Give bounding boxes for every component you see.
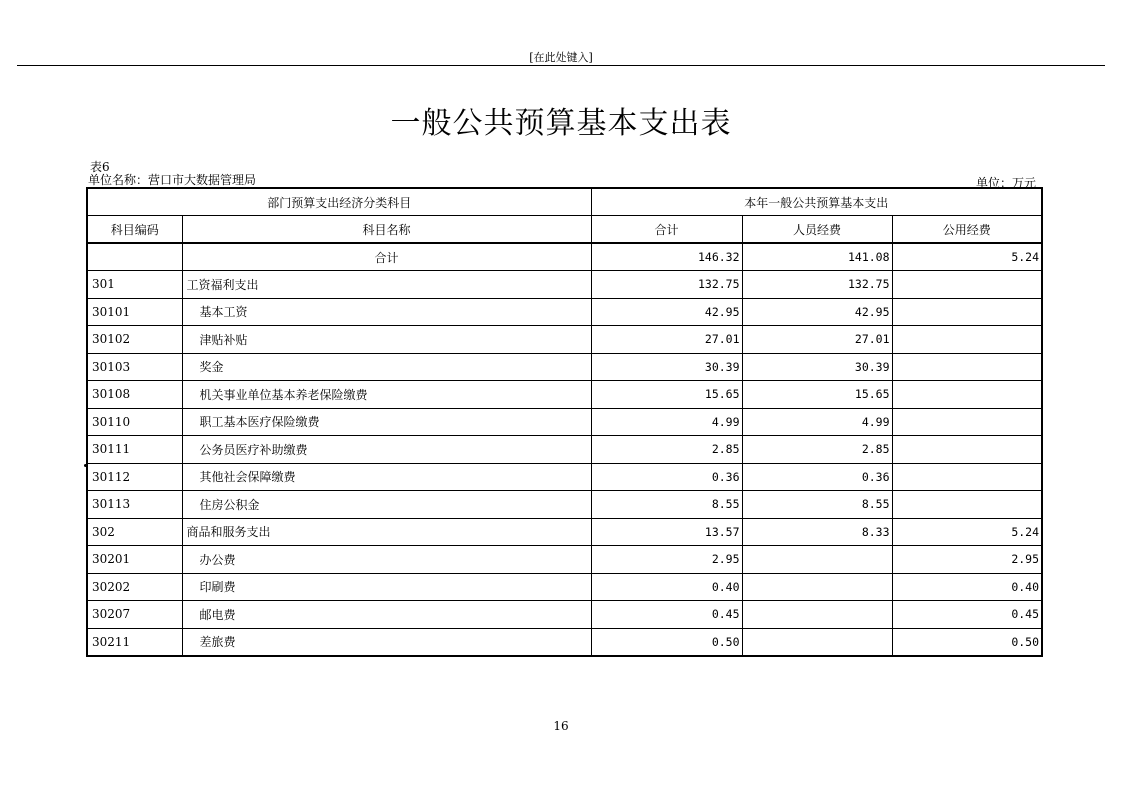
table-row (87, 271, 1042, 299)
row-public: 0.45 (892, 601, 1042, 629)
row-personnel: 132.75 (742, 271, 892, 299)
row-code: 30111 (87, 436, 182, 464)
column-header-personnel: 人员经费 (742, 216, 892, 244)
row-code: 30211 (87, 628, 182, 656)
row-total: 15.65 (591, 381, 742, 409)
row-total: 27.01 (591, 326, 742, 354)
table-row (87, 463, 1042, 491)
table-row (87, 381, 1042, 409)
group-header-row (87, 188, 1042, 216)
row-public (892, 381, 1042, 409)
row-name: 奖金 (182, 353, 591, 381)
row-personnel (742, 601, 892, 629)
total-row-label: 合计 (182, 243, 591, 271)
row-total: 0.50 (591, 628, 742, 656)
page-header-text: [在此处键入] (529, 51, 593, 64)
row-public (892, 408, 1042, 436)
row-public (892, 436, 1042, 464)
row-public (892, 463, 1042, 491)
row-personnel: 15.65 (742, 381, 892, 409)
row-personnel: 8.33 (742, 518, 892, 546)
column-header-row (87, 216, 1042, 244)
group-header-basic-expenditure: 本年一般公共预算基本支出 (591, 188, 1042, 216)
row-name: 差旅费 (182, 628, 591, 656)
row-public (892, 326, 1042, 354)
row-code: 30201 (87, 546, 182, 574)
row-total: 13.57 (591, 518, 742, 546)
row-total: 42.95 (591, 298, 742, 326)
row-name: 机关事业单位基本养老保险缴费 (182, 381, 591, 409)
row-code: 30102 (87, 326, 182, 354)
row-name: 职工基本医疗保险缴费 (182, 408, 591, 436)
row-total: 0.45 (591, 601, 742, 629)
row-name: 商品和服务支出 (182, 518, 591, 546)
row-personnel: 4.99 (742, 408, 892, 436)
column-header-code: 科目编码 (87, 216, 182, 244)
row-total: 4.99 (591, 408, 742, 436)
row-personnel (742, 546, 892, 574)
row-personnel: 8.55 (742, 491, 892, 519)
row-code: 30113 (87, 491, 182, 519)
row-total: 0.40 (591, 573, 742, 601)
row-code: 30112 (87, 463, 182, 491)
table-row (87, 628, 1042, 656)
row-total: 2.95 (591, 546, 742, 574)
row-personnel (742, 573, 892, 601)
row-personnel (742, 628, 892, 656)
total-row-total: 146.32 (591, 243, 742, 271)
row-personnel: 42.95 (742, 298, 892, 326)
column-header-public: 公用经费 (892, 216, 1042, 244)
row-name: 基本工资 (182, 298, 591, 326)
total-row-code (87, 243, 182, 271)
table-row (87, 573, 1042, 601)
row-code: 30207 (87, 601, 182, 629)
row-name: 公务员医疗补助缴费 (182, 436, 591, 464)
table-row (87, 326, 1042, 354)
row-public (892, 353, 1042, 381)
header-rule (17, 65, 1105, 66)
row-code: 30110 (87, 408, 182, 436)
row-personnel: 30.39 (742, 353, 892, 381)
table-row (87, 518, 1042, 546)
table-row (87, 546, 1042, 574)
page-title: 一般公共预算基本支出表 (390, 106, 732, 141)
row-code: 30101 (87, 298, 182, 326)
row-name: 邮电费 (182, 601, 591, 629)
row-public: 5.24 (892, 518, 1042, 546)
row-name: 工资福利支出 (182, 271, 591, 299)
unit-label: 单位：万元 (976, 176, 1037, 190)
unit-name: 单位名称：营口市大数据管理局 (88, 173, 257, 187)
row-personnel: 2.85 (742, 436, 892, 464)
row-name: 其他社会保障缴费 (182, 463, 591, 491)
row-total: 2.85 (591, 436, 742, 464)
table-row (87, 353, 1042, 381)
table-row (87, 408, 1042, 436)
row-personnel: 0.36 (742, 463, 892, 491)
row-code: 30108 (87, 381, 182, 409)
row-public: 2.95 (892, 546, 1042, 574)
table-row (87, 436, 1042, 464)
row-total: 8.55 (591, 491, 742, 519)
table-row (87, 298, 1042, 326)
row-public: 0.40 (892, 573, 1042, 601)
row-total: 30.39 (591, 353, 742, 381)
row-public (892, 298, 1042, 326)
table-row (87, 491, 1042, 519)
row-name: 津贴补贴 (182, 326, 591, 354)
group-header-classification: 部门预算支出经济分类科目 (87, 188, 591, 216)
table-number: 表6 (90, 160, 110, 174)
table-row (87, 601, 1042, 629)
row-code: 301 (87, 271, 182, 299)
page-number: 16 (553, 719, 569, 733)
total-row (87, 243, 1042, 271)
row-name: 印刷费 (182, 573, 591, 601)
row-public (892, 491, 1042, 519)
row-personnel: 27.01 (742, 326, 892, 354)
row-name: 住房公积金 (182, 491, 591, 519)
budget-table (86, 187, 1043, 657)
row-name: 办公费 (182, 546, 591, 574)
row-code: 30103 (87, 353, 182, 381)
row-public: 0.50 (892, 628, 1042, 656)
row-total: 0.36 (591, 463, 742, 491)
row-total: 132.75 (591, 271, 742, 299)
row-code: 302 (87, 518, 182, 546)
column-header-name: 科目名称 (182, 216, 591, 244)
total-row-public: 5.24 (892, 243, 1042, 271)
total-row-personnel: 141.08 (742, 243, 892, 271)
row-code: 30202 (87, 573, 182, 601)
row-public (892, 271, 1042, 299)
column-header-total: 合计 (591, 216, 742, 244)
